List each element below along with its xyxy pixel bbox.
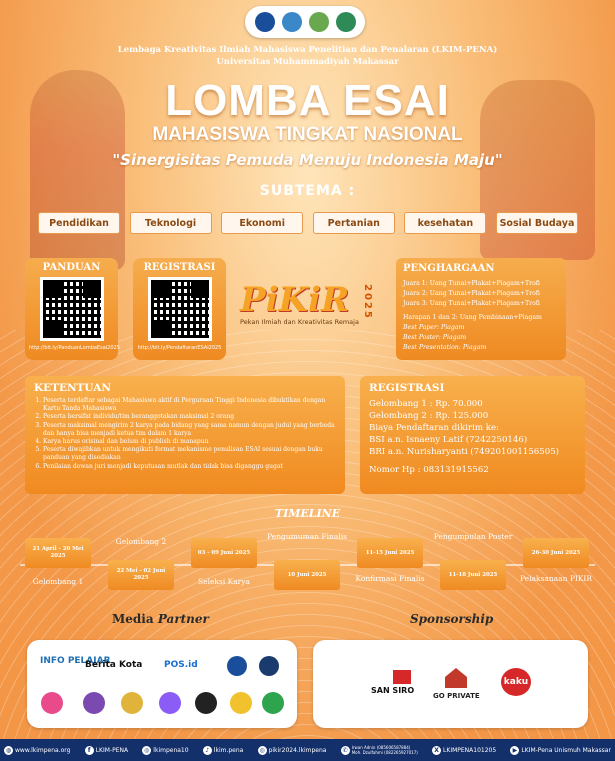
instagram-icon: ◎ — [144, 746, 150, 754]
san-siro-logo: SAN SIRO — [371, 686, 415, 695]
kaku-logo: kaku — [501, 668, 531, 696]
subtema-list — [38, 212, 578, 234]
media-partner-heading — [112, 612, 209, 626]
footer-facebook[interactable] — [85, 746, 128, 755]
ketentuan-card — [25, 376, 345, 494]
footer-bar — [0, 739, 615, 761]
award-item: Best Paper: Piagam — [403, 324, 465, 331]
bsi-account: BSI a.n. Isnaeny Latif (7242250146) — [369, 435, 528, 445]
award-item: Best Poster: Piagam — [403, 334, 467, 341]
phone-number: Nomor Hp : 083131915562 — [369, 465, 489, 475]
footer-tiktok-text: lkim.pena — [213, 746, 244, 754]
page-title: LOMBA ESAI — [165, 76, 450, 125]
pikir-tagline: Pekan Ilmiah dan Kreativitas Remaja — [240, 318, 359, 326]
pos-id-logo: POS.id — [164, 660, 198, 670]
theme-text: "Sinergisitas Pemuda Menuju Indonesia Maju" — [112, 151, 503, 169]
footer-contact-2: Moh. Dzulfahmi (082265927017) — [351, 750, 418, 755]
registrasi-qr-code[interactable] — [148, 277, 212, 341]
subtema-chip: Teknologi — [130, 212, 212, 234]
ilpomi-logo-icon — [282, 12, 302, 32]
pikir-logo — [240, 280, 385, 350]
bri-account: BRI a.n. Nurisharyanti (749201001156505) — [369, 447, 560, 457]
media-logo-icon — [195, 692, 217, 714]
panduan-title: PANDUAN — [42, 262, 101, 273]
registrasi-title: REGISTRASI — [369, 382, 445, 394]
lkim-logo-icon — [309, 12, 329, 32]
tiktok-icon: ♪ — [203, 746, 212, 755]
media-logo-icon — [83, 692, 105, 714]
registrasi-qr-title: REGISTRASI — [143, 262, 216, 273]
globe-icon: ◍ — [5, 746, 12, 754]
pikir-word: PiKiR — [240, 280, 350, 320]
gelombang-2-fee: Gelombang 2 : Rp. 125.000 — [369, 411, 489, 421]
subtema-chip: Pendidikan — [38, 212, 120, 234]
subtema-chip: Sosial Budaya — [496, 212, 578, 234]
media-logo-icon — [227, 656, 247, 676]
media-logo-icon — [159, 692, 181, 714]
footer-twitter[interactable] — [432, 746, 496, 755]
media-logo-icon — [230, 692, 252, 714]
footer-yt-text: LKIM-Pena Unismuh Makassar — [521, 746, 611, 754]
youtube-icon: ▶ — [510, 746, 519, 755]
timeline-date: 10 Juni 2025 — [274, 560, 340, 590]
timeline-label: Pengumpulan Poster — [433, 532, 513, 541]
panduan-card — [25, 258, 118, 360]
list-item: 2. Peserta bersifat individu/tim beranggotakan maksimal 2 orang — [43, 413, 336, 421]
san-siro-icon — [393, 670, 411, 684]
gelombang-1-fee: Gelombang 1 : Rp. 70.000 — [369, 399, 483, 409]
registrasi-qr-card — [133, 258, 226, 360]
footer-contacts[interactable] — [341, 745, 418, 755]
berita-kota-logo: Berita Kota — [85, 660, 143, 670]
go-private-logo: GO PRIVATE — [433, 692, 480, 700]
registrasi-url[interactable]: http://bit.ly/PendaftaranESAI2025 — [137, 345, 222, 351]
list-item: 3. Peserta maksimal mengirim 2 karya pada bidang yang sama namun dengan judul yang berbeda dan hanya bisa menjadi ketua tim dalam 1 karya — [43, 422, 336, 438]
timeline-date: 21 April - 20 Mei 2025 — [25, 538, 91, 568]
timeline-date: 03 - 09 Juni 2025 — [191, 538, 257, 568]
subtema-heading: SUBTEMA : — [259, 183, 356, 199]
timeline-date: 11-15 Juni 2025 — [357, 538, 423, 568]
timeline-label: Konfirmasi Finalis — [355, 574, 425, 583]
award-item: Harapan 1 dan 2: Uang Pembinaan+Piagam — [403, 314, 542, 321]
timeline-label: Seleksi Karya — [198, 577, 250, 586]
timeline-title: TIMELINE — [274, 507, 341, 520]
pikir-small-logo-icon — [336, 12, 356, 32]
sponsorship-box — [313, 640, 588, 728]
panduan-url[interactable]: http://bit.ly/PanduanLombaEsai2025 — [29, 345, 120, 351]
list-item: 1. Peserta terdaftar sebagai Mahasiswa aktif di Perguruan Tinggi Indonesia dibuktikan dengan Kartu Tanda Mahasiswa — [43, 397, 336, 413]
penghargaan-card — [396, 258, 566, 360]
media-logo-icon — [41, 692, 63, 714]
footer-contact-1: Irwan Adnin (085606587884) — [351, 745, 411, 750]
x-icon: X — [432, 746, 441, 755]
footer-website-text: www.lkimpena.org — [15, 746, 71, 754]
footer-youtube[interactable] — [510, 746, 611, 755]
media-logo-icon — [262, 692, 284, 714]
biaya-text: Biaya Pendaftaran dikirim ke: — [369, 423, 499, 433]
award-item: Juara 3: Uang Tunai+Plakat+Piagam+Trofi — [403, 300, 540, 307]
footer-twitter-text: LKIMPENA101205 — [443, 746, 497, 754]
footer-website[interactable] — [4, 746, 70, 755]
list-item: 5. Peserta diwajibkan untuk mengikuti format mekanisme penulisan ESAI sesuai dengan buku panduan yang disediakan — [43, 446, 336, 462]
unismuh-logo-icon — [255, 12, 275, 32]
timeline-label: Gelombang 2 — [115, 537, 167, 546]
award-item: Juara 2: Uang Tunai+Plakat+Piagam+Trofi — [403, 290, 540, 297]
org-line-1: Lembaga Kreativitas Ilmiah Mahasiswa Penelitian dan Penalaran (LKIM-PENA) — [117, 45, 498, 55]
award-item: Juara 1: Uang Tunai+Plakat+Piagam+Trofi — [403, 280, 540, 287]
footer-pikir-text: pikir2024.lkimpena — [268, 746, 327, 754]
subtema-chip: Ekonomi — [221, 212, 303, 234]
list-item: 4. Karya harus orisinal dan belum di publish di manapun — [43, 438, 336, 446]
media-partner-heading-italic: Partner — [157, 612, 209, 626]
award-item: Best Presentation: Piagam — [403, 344, 487, 351]
footer-instagram[interactable] — [142, 746, 188, 755]
timeline-date: 11-18 Juni 2025 — [440, 560, 506, 590]
pikir-year: 2025 — [362, 284, 373, 320]
media-partner-heading-plain: Media — [112, 612, 154, 626]
subtema-chip: Pertanian — [313, 212, 395, 234]
list-item: 6. Penilaian dewan juri menjadi keputusan mutlak dan tidak bisa diganggu gugat — [43, 463, 336, 471]
penghargaan-title: PENGHARGAAN — [403, 263, 495, 274]
house-icon — [445, 668, 467, 688]
panduan-qr-code[interactable] — [40, 277, 104, 341]
timeline-date: 26-30 Juni 2025 — [523, 538, 589, 568]
footer-pikir-instagram[interactable] — [258, 746, 327, 755]
ketentuan-list — [34, 397, 336, 471]
footer-tiktok[interactable] — [203, 746, 244, 755]
org-line-2: Universitas Muhammadiyah Makassar — [216, 57, 399, 67]
info-pelajar-logo: INFO PELAJAR — [40, 656, 111, 666]
media-logo-icon — [121, 692, 143, 714]
media-logo-icon — [259, 656, 279, 676]
footer-fb-text: LKIM-PENA — [95, 746, 129, 754]
timeline-label: Pengumuman Finalis — [267, 532, 347, 541]
registrasi-card — [360, 376, 585, 494]
timeline-label: Pelaksanaan PIKIR — [519, 574, 593, 583]
facebook-icon: f — [85, 746, 94, 755]
page-subtitle: MAHASISWA TINGKAT NASIONAL — [152, 124, 463, 145]
timeline-date: 22 Mei - 02 Juni 2025 — [108, 560, 174, 590]
footer-ig-text: lkimpena10 — [153, 746, 189, 754]
subtema-chip: kesehatan — [404, 212, 486, 234]
whatsapp-icon: ✆ — [342, 746, 348, 754]
timeline-label: Gelombang 1 — [32, 577, 84, 586]
sponsorship-heading — [410, 612, 493, 626]
ketentuan-title: KETENTUAN — [34, 382, 111, 394]
instagram-icon: ◎ — [259, 746, 265, 754]
sponsorship-heading-text: Sponsorship — [410, 612, 494, 626]
partner-logos-bar — [245, 6, 365, 38]
media-partner-box — [27, 640, 297, 728]
